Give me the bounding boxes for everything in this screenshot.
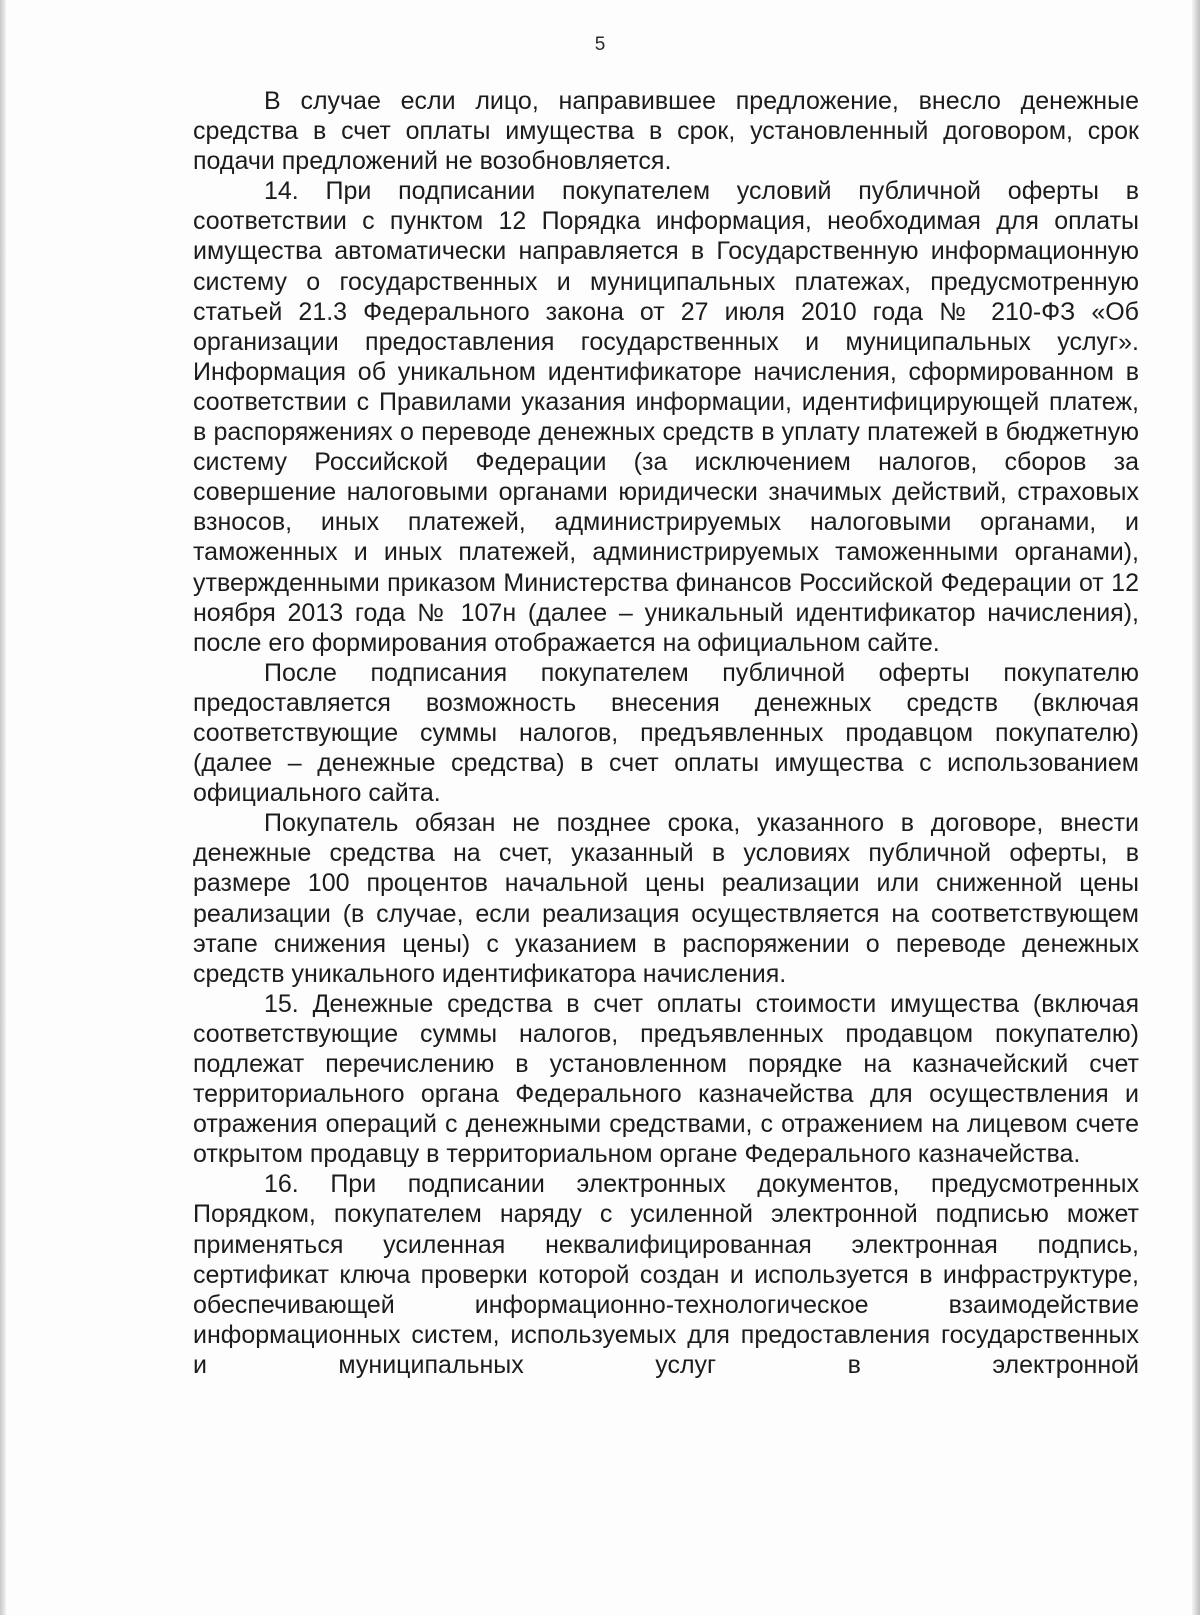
paragraph-payment-deadline: В случае если лицо, направившее предложение, внесло денежные средства в счет оплаты имущества в срок, установленный договором, срок подачи предложений не возобновляется.: [193, 87, 1139, 176]
document-body: [193, 86, 1139, 1380]
paragraph-16-electronic-signature: 16. При подписании электронных документов, предусмотренных Порядком, покупателем наряду с усиленной электронной подписью может применяться усиленная неквалифицированная электронная подпись, сертификат ключа проверки которой создан и используется в инфраструктуре, обеспечивающей информационно-технологическое взаимодействие информационных систем, используемых для предоставления государственных и муниципальных услуг в электронной: [193, 1170, 1139, 1379]
scan-edge-right: [1192, 0, 1200, 1615]
scan-edge-left: [0, 0, 6, 1615]
paragraph-payment-opportunity: После подписания покупателем публичной оферты покупателю предоставляется возможность внесения денежных средств (включая соответствующие суммы налогов, предъявленных продавцом покупателю) (далее – денежные средства) в счет оплаты имущества с использованием официального сайта.: [193, 658, 1139, 808]
paragraph-14-public-offer: 14. При подписании покупателем условий публичной оферты в соответствии с пунктом 12 Порядка информация, необходимая для оплаты имущества автоматически направляется в Государственную информационную систему о государственных и муниципальных платежах, предусмотренную статьей 21.3 Федерального закона от 27 июля 2010 года № 210-ФЗ «Об организации предоставления государственных и муниципальных услуг». Информация об уникальном идентификаторе начисления, сформированном в соответствии с Правилами указания информации, идентифицирующей платеж, в распоряжениях о переводе денежных средств в уплату платежей в бюджетную систему Российской Федерации (за исключением налогов, сборов за совершение налоговыми органами юридически значимых действий, страховых взносов, иных платежей, администрируемых налоговыми органами, и таможенных и иных платежей, администрируемых таможенными органами), утвержденными приказом Министерства финансов Российской Федерации от 12 ноября 2013 года № 107н (далее – уникальный идентификатор начисления), после его формирования отображается на официальном сайте.: [193, 177, 1139, 657]
paragraph-15-treasury-account: 15. Денежные средства в счет оплаты стоимости имущества (включая соответствующие суммы налогов, предъявленных продавцом покупателю) подлежат перечислению в установленном порядке на казначейский счет территориального органа Федерального казначейства для осуществления и отражения операций с денежными средствами, с отражением на лицевом счете открытом продавцу в территориальном органе Федерального казначейства.: [193, 989, 1139, 1169]
paragraph-buyer-obligation: Покупатель обязан не позднее срока, указанного в договоре, внести денежные средства на счет, указанный в условиях публичной оферты, в размере 100 процентов начальной цены реализации или сниженной цены реализации (в случае, если реализация осуществляется на соответствующем этапе снижения цены) с указанием в распоряжении о переводе денежных средств уникального идентификатора начисления.: [193, 809, 1139, 988]
page-number: 5: [594, 34, 606, 55]
